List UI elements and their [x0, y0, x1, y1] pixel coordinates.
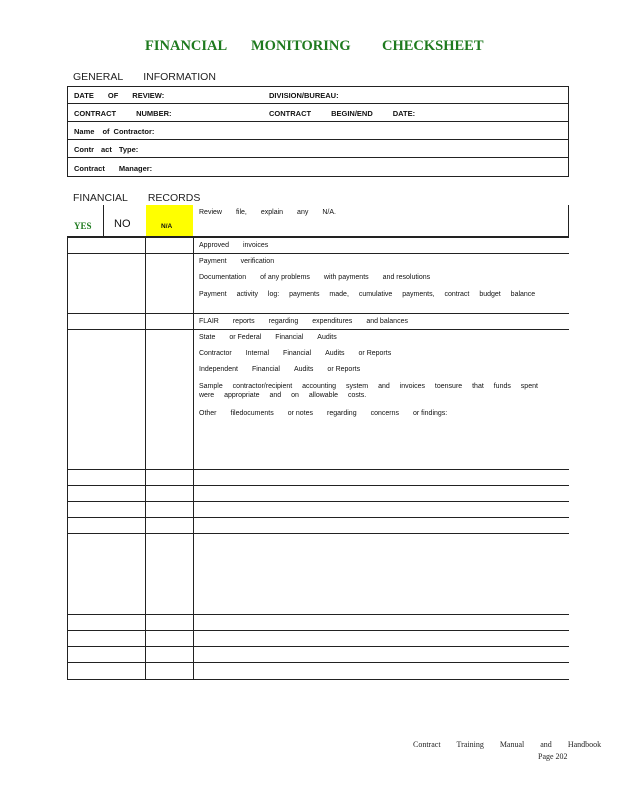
review-note: Review file, explain any N/A.	[199, 209, 336, 216]
division-bureau-label: DIVISION/BUREAU:	[269, 91, 339, 100]
item-other-documents: Other filedocuments or notes regarding concerns or findings:	[199, 410, 448, 417]
no-column-header: NO	[114, 218, 131, 230]
item-documentation: Documentation of any problems with payments and resolutions	[199, 274, 431, 281]
item-payment-activity: Payment activity log: payments made, cumulative payments, contract budget balance	[199, 291, 536, 298]
yes-column-header: YES	[74, 221, 92, 231]
financial-records-heading: FINANCIAL RECORDS	[73, 192, 201, 204]
item-contractor-internal-audits: Contractor Internal Financial Audits or Reports	[199, 350, 392, 357]
title-word-checksheet: CHECKSHEET	[382, 38, 484, 54]
item-state-federal-audits: State or Federal Financial Audits	[199, 334, 337, 341]
page-title	[0, 38, 618, 58]
item-approved-invoices: Approved invoices	[199, 242, 269, 249]
footer-manual-title: Contract Training Manual and Handbook	[413, 740, 602, 749]
contract-number-label: CONTRACT NUMBER:	[74, 109, 172, 118]
item-independent-audits: Independent Financial Audits or Reports	[199, 366, 361, 373]
title-word-financial: FINANCIAL	[145, 38, 228, 54]
contract-manager-label: Contract Manager:	[74, 164, 153, 173]
general-information-heading: GENERAL INFORMATION	[73, 71, 216, 83]
item-payment-verification: Payment verification	[199, 258, 275, 265]
item-sample-accounting: Sample contractor/recipient accounting system and invoices toensure that funds spent were appropriate and on allowable costs.	[199, 383, 538, 399]
na-column-header: N/A	[161, 223, 173, 230]
title-word-monitoring: MONITORING	[251, 38, 351, 54]
contract-type-label: Contr act Type:	[74, 145, 139, 154]
item-flair-reports: FLAIR reports regarding expenditures and balances	[199, 318, 408, 325]
footer-page-number: Page 202	[538, 752, 568, 761]
contract-dates-label: CONTRACT BEGIN/END DATE:	[269, 109, 416, 118]
general-information-box	[67, 86, 569, 177]
contractor-name-label: Name of Contractor:	[74, 127, 155, 136]
date-of-review-label: DATE OF REVIEW:	[74, 91, 165, 100]
na-column-highlight	[146, 205, 193, 236]
